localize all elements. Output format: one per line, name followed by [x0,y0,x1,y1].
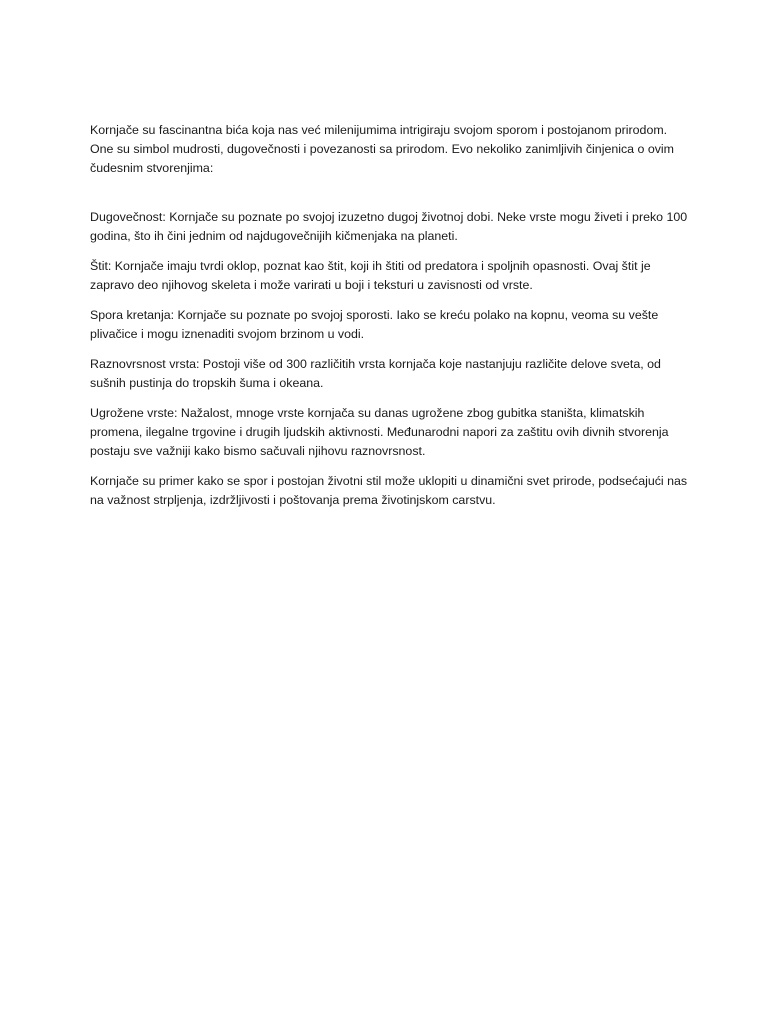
paragraph-endangered-species: Ugrožene vrste: Nažalost, mnoge vrste kornjača su danas ugrožene zbog gubitka staništa, klimatskih promena, ilegalne trgovine i drugih ljudskih aktivnosti. Međunarodni napori za zaštitu ovih divnih stvorenja postaju sve važniji kako bismo sačuvali njihovu raznovrsnost. [90,406,669,458]
document-body [90,121,690,521]
paragraph-conclusion: Kornjače su primer kako se spor i postojan životni stil može uklopiti u dinamični svet prirode, podsećajući nas na važnost strpljenja, izdržljivosti i poštovanja prema životinjskom carstvu. [90,474,688,507]
paragraph-longevity: Dugovečnost: Kornjače su poznate po svojoj izuzetno dugoj životnoj dobi. Neke vrste mogu živeti i preko 100 godina, što ih čini jednim od najdugovečnijih kičmenjaka na planeti. [90,210,688,243]
intro-paragraph: Kornjače su fascinantna bića koja nas već milenijumima intrigiraju svojom sporom i postojanom prirodom. One su simbol mudrosti, dugovečnosti i povezanosti sa prirodom. Evo nekoliko zanimljivih činjenica o ovim čudesnim stvorenjima: [90,123,675,175]
paragraph-shell: Štit: Kornjače imaju tvrdi oklop, poznat kao štit, koji ih štiti od predatora i spoljnih opasnosti. Ovaj štit je zapravo deo njihovog skeleta i može varirati u boji i teksturi u zavisnosti od vrste. [90,259,651,292]
paragraph-species-diversity: Raznovrsnost vrsta: Postoji više od 300 različitih vrsta kornjača koje nastanjuju različite delove sveta, od sušnih pustinja do tropskih šuma i okeana. [90,357,661,390]
paragraph-slow-movement: Spora kretanja: Kornjače su poznate po svojoj sporosti. Iako se kreću polako na kopnu, veoma su vešte plivačice i mogu iznenaditi svojom brzinom u vodi. [90,308,659,341]
